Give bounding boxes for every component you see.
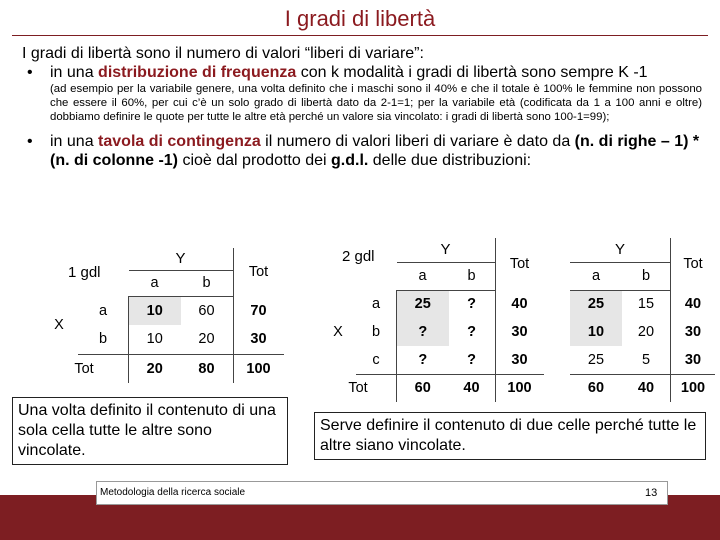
table1-row-label: a <box>78 296 129 325</box>
bullet1-post: con k modalità i gradi di libertà sono sempre K -1 <box>296 64 648 81</box>
bullet1-pre: in una <box>50 64 99 81</box>
table1-cell: 20 <box>181 325 234 354</box>
table1-tot-row-label: Tot <box>40 354 129 383</box>
slide-title: I gradi di libertà <box>284 6 436 31</box>
table2-cell: ? <box>467 324 476 340</box>
table2-cell: ? <box>397 318 449 346</box>
bullet2-pre: in una <box>50 133 99 150</box>
table1-cell: 10 <box>129 325 181 354</box>
page-number: 13 <box>645 487 658 499</box>
table2-grand-total: 100 <box>495 374 544 402</box>
bullet2-gdl: g.d.l. <box>331 152 369 169</box>
table2-row-label: c <box>356 346 397 374</box>
table1-row-label: b <box>78 325 129 354</box>
table1-col-total: 80 <box>198 360 215 377</box>
table2-row-label: b <box>356 318 397 346</box>
contingency-table-filled <box>570 238 715 402</box>
table2-label: 2 gdl <box>341 248 375 265</box>
table1-col-a: a <box>129 270 181 296</box>
bullet2-mid: il numero di valori liberi di variare è dato da <box>260 133 575 150</box>
table3-cell: 15 <box>637 296 655 313</box>
table3-cell: 20 <box>637 324 655 340</box>
bullet-marker: • <box>27 64 33 81</box>
table3-cell: 5 <box>622 346 671 374</box>
contingency-table-1gdl <box>40 248 284 383</box>
table3-row-total: 30 <box>671 346 716 374</box>
table2-row-total: 30 <box>495 346 544 374</box>
table2-cell: 25 <box>397 290 449 318</box>
contingency-table-2gdl <box>320 238 544 402</box>
bullet1-detail: (ad esempio per la variabile genere, una volta definito che i maschi sono il 40% e che il totale è 100% le femmine non possono che essere il 60%, per cui c’è un solo grado di libertà dato da 2-1=1; per la variabile età (codificata da 1 a 100 anni e oltre) dobbiamo definire le quote per tutte le altre età perché un valore sia vincolato: i gradi di libertà sono 100-1=99); <box>50 83 702 123</box>
footer-course-title: Metodologia della ricerca sociale <box>100 487 246 498</box>
table3-cell: 25 <box>570 290 622 318</box>
table2-row-total: 40 <box>495 290 544 318</box>
table3-row-total: 30 <box>671 318 716 346</box>
table2-col-var: Y <box>397 238 496 262</box>
slide-body <box>22 44 702 170</box>
table1-row-var: X <box>54 317 64 333</box>
bullet-marker: • <box>27 133 33 150</box>
table3-col-b: b <box>622 262 671 290</box>
table3-tot-header: Tot <box>671 238 716 290</box>
table1-col-b: b <box>181 270 234 296</box>
table1-row-total: 70 <box>233 296 284 325</box>
bullet1-highlight: distribuzione di frequenza <box>98 64 297 81</box>
table1-row-total: 30 <box>233 325 284 354</box>
table3-col-total: 60 <box>587 380 605 397</box>
note-one-cell: Una volta definito il contenuto di una sola cella tutte le altre sono vincolate. <box>12 397 288 465</box>
table1-grand-total: 100 <box>233 354 284 383</box>
table3-grand-total: 100 <box>671 374 716 402</box>
table1-col-total: 20 <box>146 360 163 377</box>
table3-cell: 25 <box>570 346 622 374</box>
table2-row-total: 30 <box>495 318 544 346</box>
table2-tot-header: Tot <box>495 238 544 290</box>
table2-cell: ? <box>467 296 476 313</box>
bullet2-formula: (n. di righe – 1) * (n. di colonne -1) <box>50 133 700 169</box>
bullet2-post: delle due distribuzioni: <box>368 152 532 169</box>
intro-text: I gradi di libertà sono il numero di valori “liberi di variare”: <box>22 45 424 62</box>
table2-row-var: X <box>333 324 343 340</box>
table2-col-b: b <box>449 262 496 290</box>
table3-col-total: 40 <box>637 380 655 397</box>
table2-col-total: 60 <box>414 380 431 397</box>
note-two-cells: Serve definire il contenuto di due celle perché tutte le altre siano vincolate. <box>314 412 706 460</box>
table1-label: 1 gdl <box>67 263 101 281</box>
table1-cell: 60 <box>198 302 215 319</box>
table3-col-a: a <box>570 262 622 290</box>
title-divider <box>12 35 708 36</box>
table3-col-var: Y <box>570 238 671 262</box>
table1-cell: 10 <box>129 296 181 325</box>
table1-tot-header: Tot <box>233 248 284 296</box>
table2-col-a: a <box>397 262 449 290</box>
bullet2-mid2: cioè dal prodotto dei <box>178 152 331 169</box>
table1-col-var: Y <box>129 248 234 270</box>
table2-tot-row-label: Tot <box>320 374 397 402</box>
table3-cell: 10 <box>570 318 622 346</box>
bullet2-highlight: tavola di contingenza <box>98 133 261 150</box>
table2-row-label: a <box>356 290 397 318</box>
bullet-contingency <box>22 132 702 170</box>
table2-col-total: 40 <box>463 380 480 397</box>
table3-row-total: 40 <box>671 290 716 318</box>
bullet-frequency <box>22 63 702 82</box>
table2-cell: ? <box>449 346 496 374</box>
table2-cell: ? <box>397 346 449 374</box>
